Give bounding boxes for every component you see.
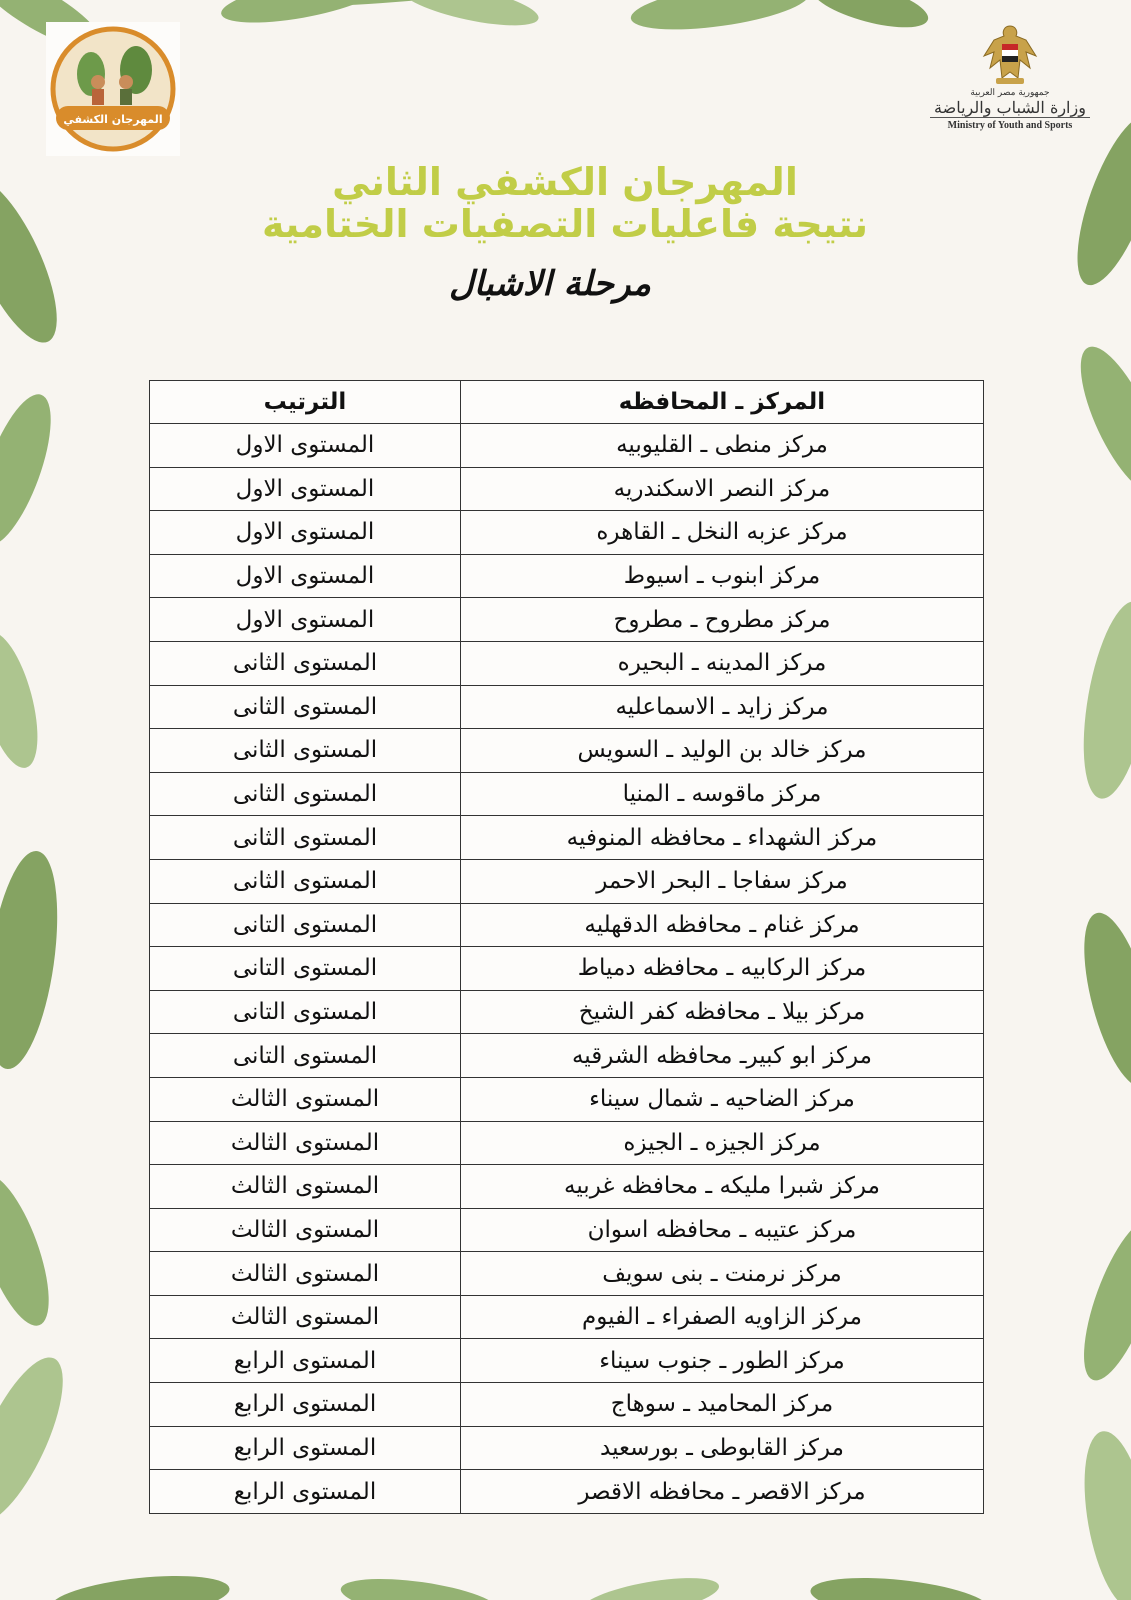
cell-center: مركز النصر الاسكندريه — [460, 467, 983, 511]
festival-logo-text: المهرجان الكشفي — [63, 113, 163, 126]
column-header-center: المركز ـ المحافظه — [460, 381, 983, 424]
eagle-emblem-icon — [980, 22, 1040, 86]
table-row — [150, 772, 984, 816]
cell-center: مركز شبرا مليكه ـ محافظه غربيه — [460, 1165, 983, 1209]
cell-rank: المستوى الثانى — [150, 729, 461, 773]
cell-center: مركز سفاجا ـ البحر الاحمر — [460, 859, 983, 903]
table-row — [150, 598, 984, 642]
cell-rank: المستوى الاول — [150, 467, 461, 511]
cell-rank: المستوى الثانى — [150, 641, 461, 685]
cell-rank: المستوى الثالث — [150, 1295, 461, 1339]
table-row — [150, 511, 984, 555]
page-title: المهرجان الكشفي الثاني — [332, 160, 798, 204]
cell-center: مركز نرمنت ـ بنى سويف — [460, 1252, 983, 1296]
cell-rank: المستوى الرابع — [150, 1383, 461, 1427]
stage-heading: مرحلة الاشبال — [449, 264, 651, 304]
cell-rank: المستوى التانى — [150, 947, 461, 991]
cell-rank: المستوى الاول — [150, 554, 461, 598]
cell-rank: المستوى الثالث — [150, 1077, 461, 1121]
results-table-body — [150, 424, 984, 1514]
cell-rank: المستوى الثالث — [150, 1208, 461, 1252]
cell-rank: المستوى الاول — [150, 511, 461, 555]
cell-center: مركز الاقصر ـ محافظه الاقصر — [460, 1470, 983, 1514]
table-row — [150, 903, 984, 947]
table-row — [150, 1077, 984, 1121]
table-row — [150, 1383, 984, 1427]
cell-center: مركز منطى ـ القليوبيه — [460, 424, 983, 468]
table-row — [150, 424, 984, 468]
cell-rank: المستوى الثانى — [150, 685, 461, 729]
cell-rank: المستوى الثالث — [150, 1121, 461, 1165]
cell-center: مركز عزبه النخل ـ القاهره — [460, 511, 983, 555]
cell-center: مركز القابوطى ـ بورسعيد — [460, 1426, 983, 1470]
table-row — [150, 947, 984, 991]
cell-center: مركز الزاويه الصفراء ـ الفيوم — [460, 1295, 983, 1339]
cell-center: مركز الجيزه ـ الجيزه — [460, 1121, 983, 1165]
cell-center: مركز المدينه ـ البحيره — [460, 641, 983, 685]
ministry-name-arabic: وزارة الشباب والرياضة — [930, 99, 1090, 118]
table-row — [150, 1121, 984, 1165]
table-row — [150, 990, 984, 1034]
cell-rank: المستوى الرابع — [150, 1470, 461, 1514]
cell-rank: المستوى التانى — [150, 903, 461, 947]
cell-center: مركز ابو كبيرـ محافظه الشرقيه — [460, 1034, 983, 1078]
cell-rank: المستوى التانى — [150, 1034, 461, 1078]
cell-rank: المستوى الرابع — [150, 1339, 461, 1383]
table-header-row — [150, 381, 984, 424]
cell-center: مركز الشهداء ـ محافظه المنوفيه — [460, 816, 983, 860]
table-row — [150, 1295, 984, 1339]
cell-center: مركز الركابيه ـ محافظه دمياط — [460, 947, 983, 991]
cell-rank: المستوى الرابع — [150, 1426, 461, 1470]
column-header-rank: الترتيب — [150, 381, 461, 424]
cell-center: مركز الطور ـ جنوب سيناء — [460, 1339, 983, 1383]
cell-center: مركز غنام ـ محافظه الدقهليه — [460, 903, 983, 947]
ministry-country-text: جمهورية مصر العربية — [970, 88, 1050, 98]
cell-center: مركز الضاحيه ـ شمال سيناء — [460, 1077, 983, 1121]
cell-center: مركز زايد ـ الاسماعليه — [460, 685, 983, 729]
cell-rank: المستوى الاول — [150, 598, 461, 642]
table-row — [150, 1470, 984, 1514]
cell-center: مركز بيلا ـ محافظه كفر الشيخ — [460, 990, 983, 1034]
cell-center: مركز ماقوسه ـ المنيا — [460, 772, 983, 816]
cell-rank: المستوى التانى — [150, 990, 461, 1034]
table-row — [150, 859, 984, 903]
cell-rank: المستوى الاول — [150, 424, 461, 468]
cell-rank: المستوى الثانى — [150, 816, 461, 860]
table-row — [150, 1252, 984, 1296]
festival-logo — [46, 22, 180, 156]
ministry-name-english: Ministry of Youth and Sports — [947, 120, 1073, 131]
table-row — [150, 554, 984, 598]
table-row — [150, 729, 984, 773]
table-row — [150, 467, 984, 511]
cell-center: مركز عتيبه ـ محافظه اسوان — [460, 1208, 983, 1252]
table-row — [150, 1426, 984, 1470]
cell-center: مركز مطروح ـ مطروح — [460, 598, 983, 642]
table-row — [150, 1165, 984, 1209]
cell-center: مركز ابنوب ـ اسيوط — [460, 554, 983, 598]
results-table — [149, 380, 984, 1514]
page-subtitle: نتيجة فاعليات التصفيات الختامية — [261, 202, 869, 246]
table-row — [150, 641, 984, 685]
cell-rank: المستوى الثالث — [150, 1165, 461, 1209]
cell-center: مركز المحاميد ـ سوهاج — [460, 1383, 983, 1427]
table-row — [150, 1034, 984, 1078]
cell-rank: المستوى الثانى — [150, 772, 461, 816]
table-row — [150, 1339, 984, 1383]
cell-rank: المستوى الثانى — [150, 859, 461, 903]
table-row — [150, 1208, 984, 1252]
table-row — [150, 816, 984, 860]
ministry-logo — [930, 22, 1090, 158]
table-row — [150, 685, 984, 729]
cell-center: مركز خالد بن الوليد ـ السويس — [460, 729, 983, 773]
cell-rank: المستوى الثالث — [150, 1252, 461, 1296]
